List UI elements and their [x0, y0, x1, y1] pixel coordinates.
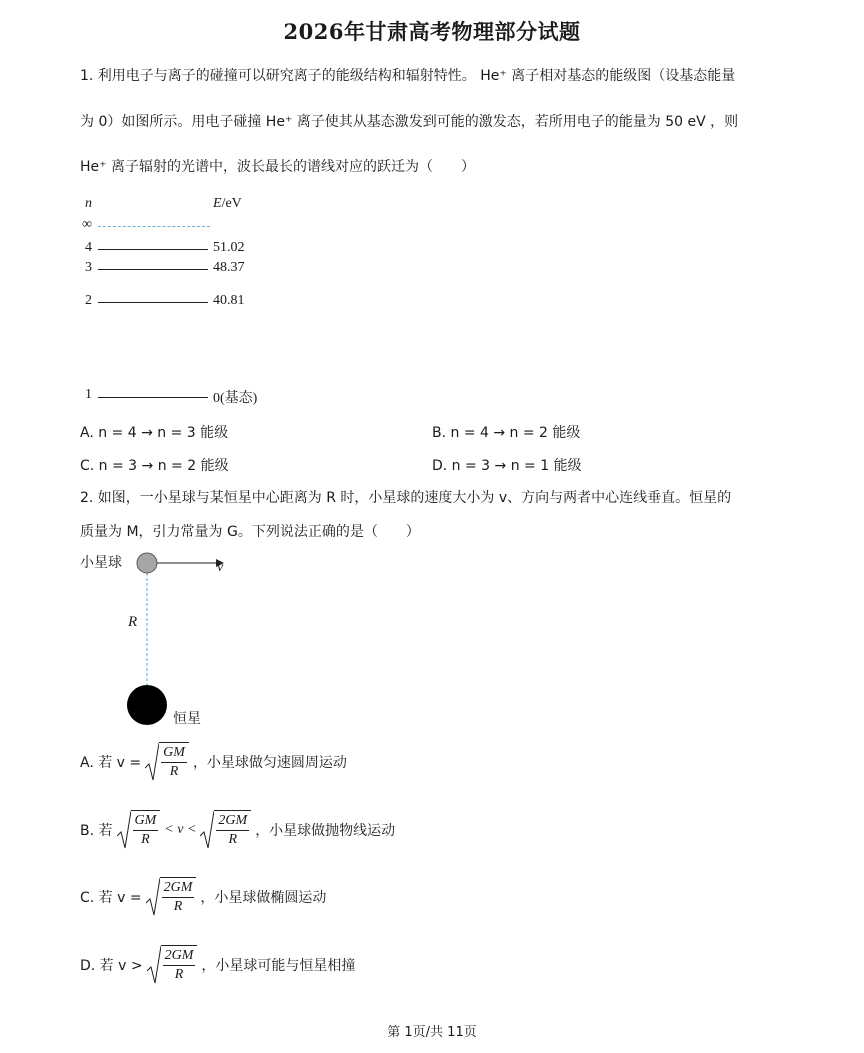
level-2-n: 2	[85, 293, 92, 308]
q2-option-b-suffix: ，小星球做抛物线运动	[255, 823, 396, 839]
q1-option-a: A. n = 4 → n = 3 能级	[80, 425, 229, 441]
q1-text-line2: 为 0）如图所示。用电子碰撞 He⁺ 离子使其从基态激发到可能的激发态，若所用电子的能量为 50 eV ，则	[80, 114, 739, 130]
fraction-denominator: R	[174, 967, 184, 982]
sqrt-2gm-over-r	[147, 945, 198, 985]
sqrt-gm-over-r	[145, 742, 189, 782]
level-4-n: 4	[85, 240, 92, 255]
level-2-energy: 40.81	[213, 293, 245, 308]
velocity-label: v	[217, 560, 224, 575]
q2-text-line2: 质量为 M，引力常量为 G。下列说法正确的是（ ）	[80, 524, 420, 540]
q2-option-a-suffix: ，小星球做匀速圆周运动	[192, 755, 347, 771]
star-label: 恒星	[173, 711, 201, 727]
level-1-energy: 0(基态)	[213, 391, 258, 406]
infinity-level-line	[98, 226, 210, 227]
sqrt-2gm-over-r	[146, 877, 197, 917]
q2-option-d	[80, 945, 355, 985]
fraction-numerator: GM	[133, 812, 159, 831]
n-axis-label: n	[85, 196, 92, 211]
level-1-n: 1	[85, 387, 92, 402]
level-3-n: 3	[85, 260, 92, 275]
sqrt-gm-over-r	[117, 810, 161, 850]
star-circle	[127, 685, 167, 725]
small-star-label: 小星球	[80, 555, 122, 571]
q2-option-c	[80, 877, 326, 917]
level-4-line	[98, 249, 208, 250]
small-star-circle	[137, 553, 157, 573]
q1-text-line1: 1. 利用电子与离子的碰撞可以研究离子的能级结构和辐射特性。 He⁺ 离子相对基态的能级图（设基态能量	[80, 68, 736, 84]
sqrt-sign	[200, 810, 214, 850]
fraction-denominator: R	[228, 832, 238, 847]
q2-text-line1: 2. 如图，一小星球与某恒星中心距离为 R 时，小星球的速度大小为 v、方向与两者中心连线垂直。恒星的	[80, 490, 732, 506]
sqrt-sign	[147, 945, 161, 985]
fraction-numerator: 2GM	[163, 947, 196, 966]
q2-option-d-suffix: ，小星球可能与恒星相撞	[201, 958, 356, 974]
fraction-denominator: R	[169, 764, 179, 779]
energy-axis-label: E/eV	[213, 196, 242, 211]
level-4-energy: 51.02	[213, 240, 245, 255]
fraction-denominator: R	[141, 832, 150, 847]
fraction-denominator: R	[173, 899, 183, 914]
fraction-numerator: 2GM	[162, 879, 195, 898]
sqrt-sign	[117, 810, 131, 850]
q2-option-b-prefix: B. 若	[80, 823, 113, 839]
q1-option-d: D. n = 3 → n = 1 能级	[432, 458, 582, 474]
sqrt-sign	[145, 742, 159, 782]
q1-text-line3: He⁺ 离子辐射的光谱中，波长最长的谱线对应的跃迁为（ ）	[80, 159, 475, 175]
q2-option-c-prefix: C. 若 v =	[80, 890, 142, 906]
q1-option-b: B. n = 4 → n = 2 能级	[432, 425, 581, 441]
level-2-line	[98, 302, 208, 303]
fraction-numerator: GM	[161, 744, 187, 763]
level-1-line	[98, 397, 208, 398]
level-3-line	[98, 269, 208, 270]
level-3-energy: 48.37	[213, 260, 245, 275]
q2-option-c-suffix: ，小星球做椭圆运动	[200, 890, 327, 906]
q2-option-b	[80, 810, 395, 850]
q2-option-a-prefix: A. 若 v =	[80, 755, 142, 771]
infinity-label: ∞	[82, 217, 92, 232]
q2-option-a	[80, 742, 347, 782]
page-footer: 第 1页/共 11页	[387, 1025, 477, 1040]
page-title: 2026年甘肃高考物理部分试题	[283, 19, 581, 44]
fraction-numerator: 2GM	[216, 812, 249, 831]
q2-option-d-prefix: D. 若 v >	[80, 958, 143, 974]
q2-option-b-inequality: < v <	[164, 822, 197, 837]
radius-label: R	[128, 614, 138, 630]
sqrt-2gm-over-r	[200, 810, 251, 850]
q1-option-c: C. n = 3 → n = 2 能级	[80, 458, 229, 474]
sqrt-sign	[146, 877, 160, 917]
